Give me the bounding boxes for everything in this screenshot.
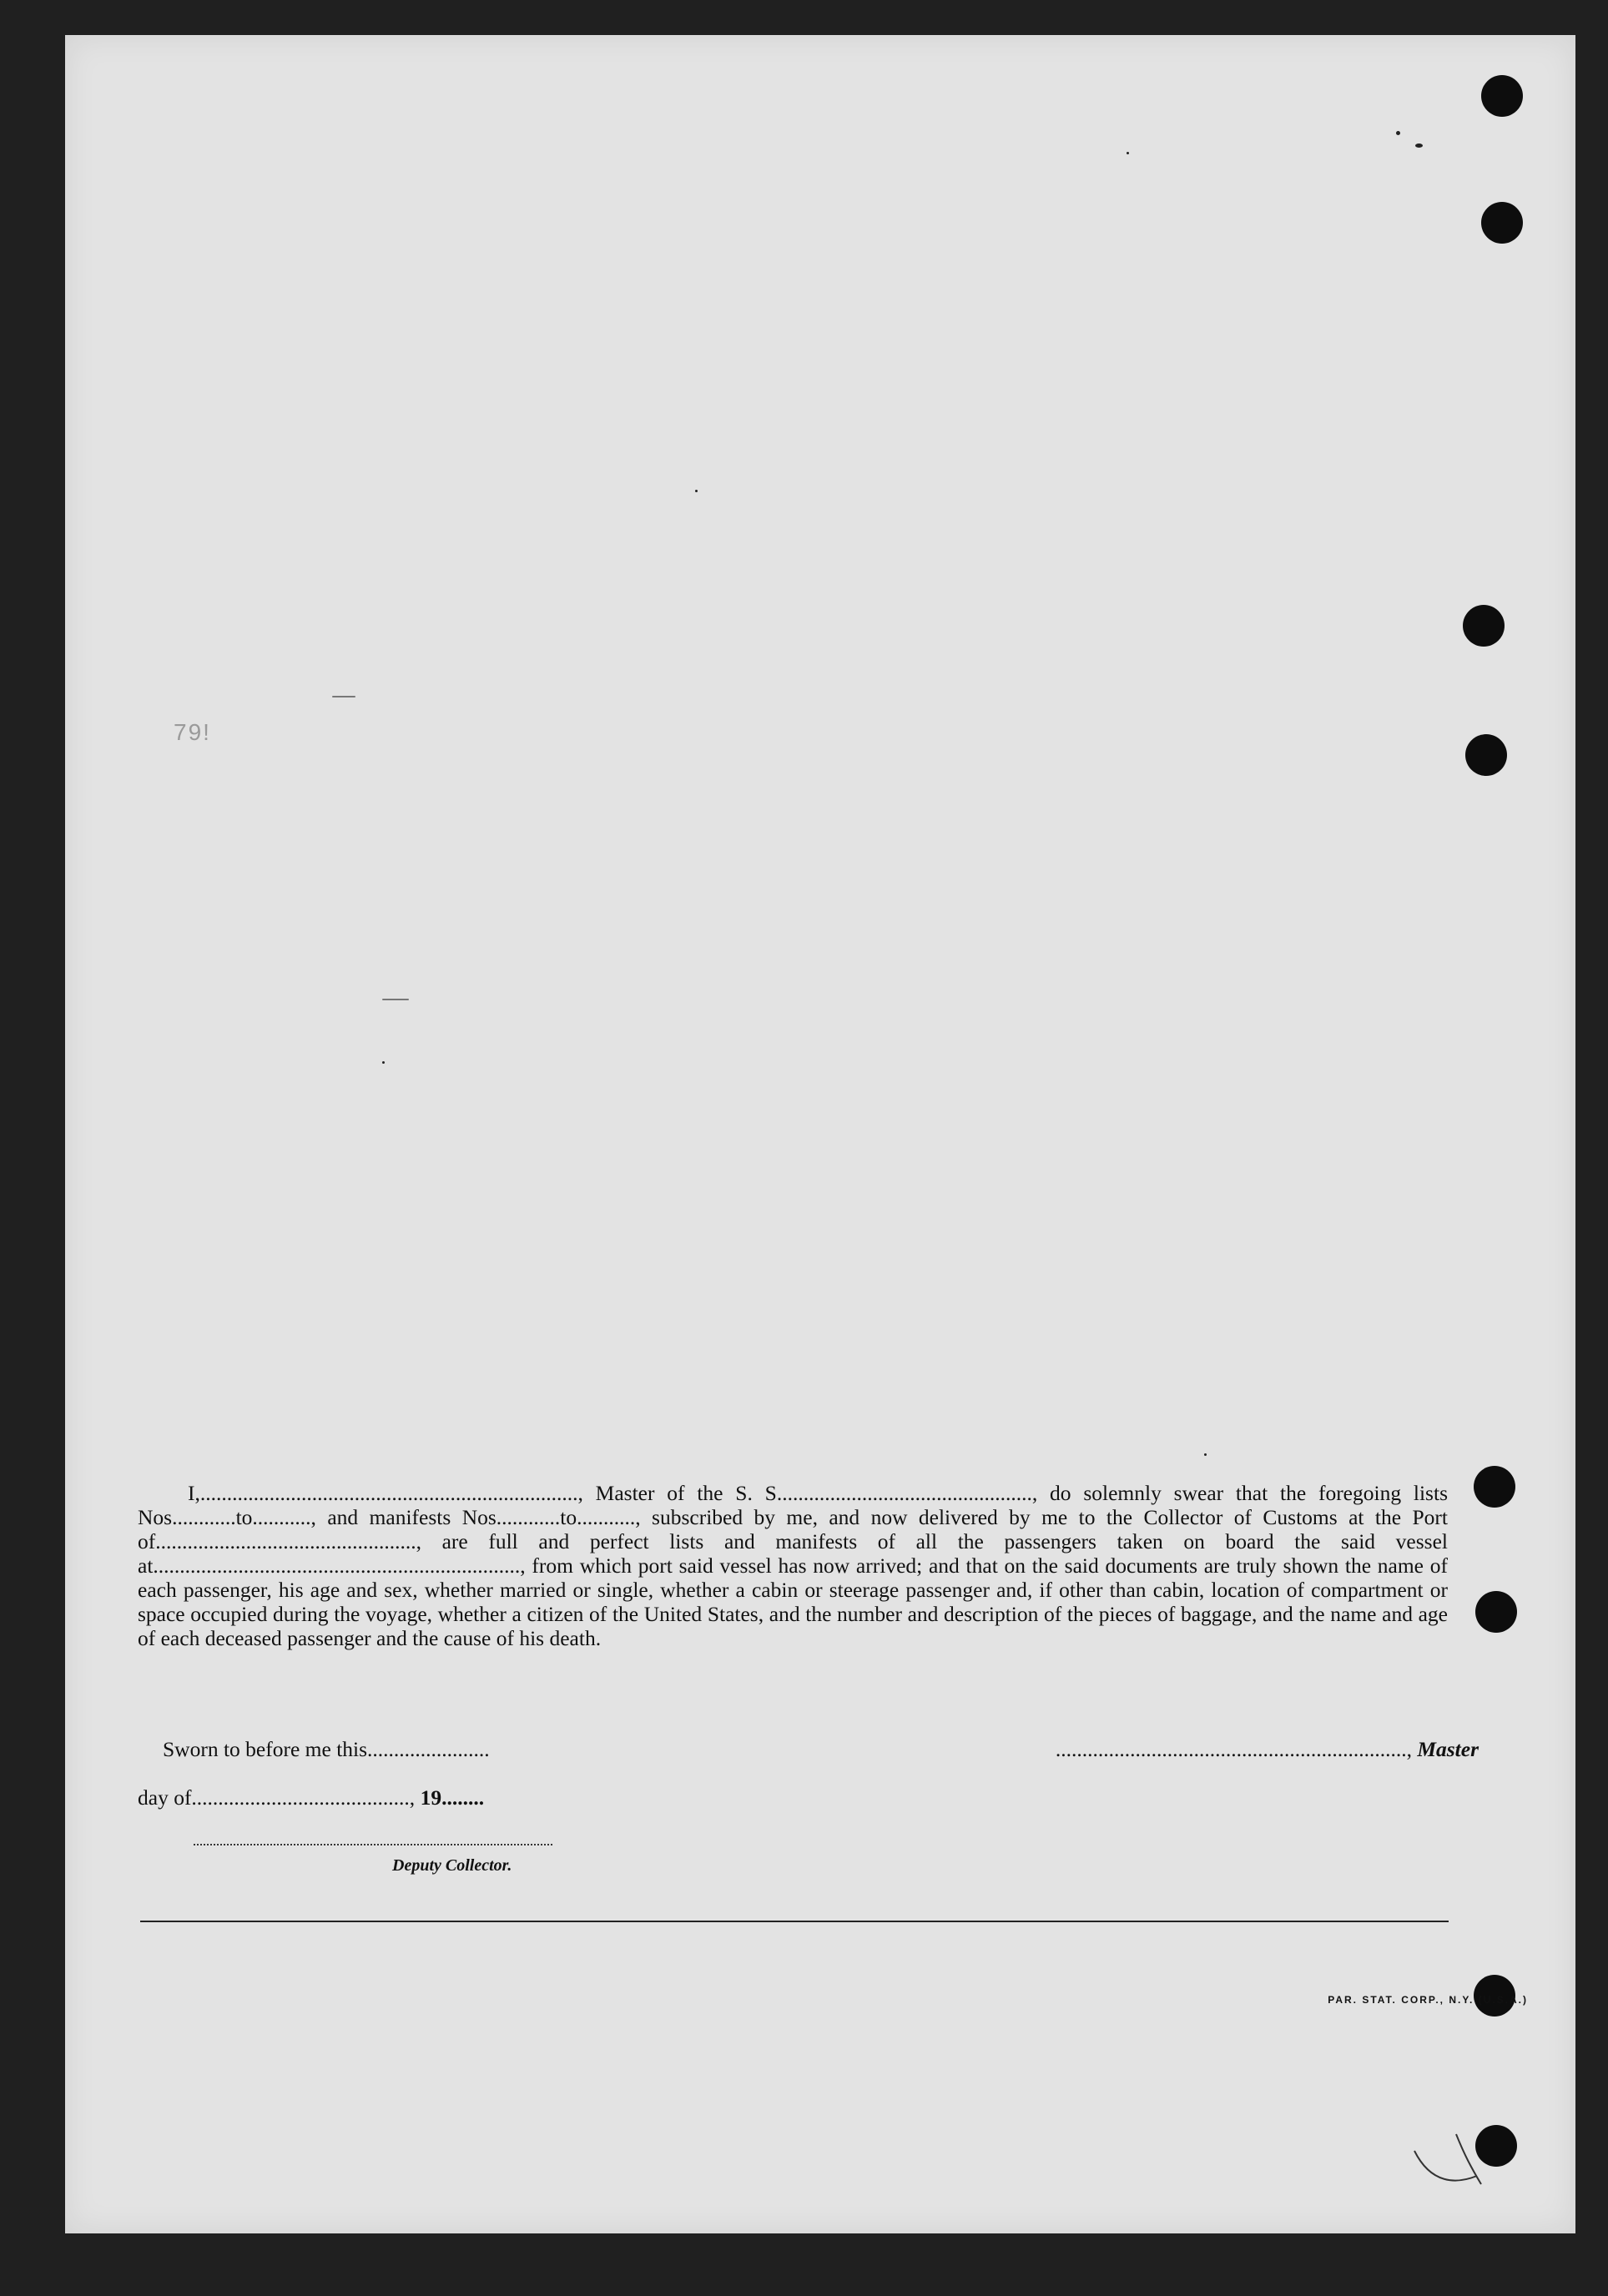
- scan-speck: [1204, 1453, 1207, 1456]
- master-signature-line: [1056, 1737, 1479, 1762]
- punch-hole: [1481, 202, 1523, 244]
- day-of-text: day of.........................................,: [138, 1785, 416, 1810]
- punch-hole: [1481, 75, 1523, 117]
- deputy-signature-line: [194, 1844, 552, 1845]
- master-signature-dots: ..................................................................,: [1055, 1737, 1412, 1761]
- pencil-mark-icon: [1406, 2117, 1490, 2193]
- deputy-collector-label: Deputy Collector.: [392, 1856, 512, 1875]
- oath-text: I,......................................................................., Master of the S. S................................................, do solemnly swear that the foregoing lists Nos............to..........., and manifests Nos............to..........., subscribed by me, and now delivered by me to the Collector of Customs at the Port of................................................., are full and perfect lists and manifests of all the passengers taken on board the said vessel at....................................................................., from which port said vessel has now arrived; and that on the said documents are truly shown the name of each passenger, his age and sex, whether married or single, whether a cabin or steerage passenger and, if other than cabin, location of compartment or space occupied during the voyage, whether a citizen of the United States, and the number and description of the pieces of baggage, and the name and age of each deceased passenger and the cause of his death.: [138, 1481, 1448, 1650]
- scan-speck: [332, 696, 355, 697]
- punch-hole: [1475, 1591, 1517, 1633]
- manifest-page: [65, 35, 1575, 2233]
- punch-hole: [1463, 605, 1505, 647]
- scan-speck: [1396, 131, 1400, 135]
- scan-speck: [382, 999, 409, 1000]
- scan-speck: [1127, 152, 1129, 154]
- sworn-before-line: Sworn to before me this.......................: [163, 1737, 490, 1761]
- scan-speck: [695, 490, 698, 492]
- master-oath-paragraph: [138, 1481, 1448, 1650]
- punch-hole: [1474, 1466, 1515, 1508]
- faint-stamp-number: 79!: [174, 719, 211, 745]
- year-text: 19........: [420, 1785, 485, 1810]
- horizontal-rule: [140, 1921, 1449, 1922]
- printer-imprint: PAR. STAT. CORP., N.Y. (U.S.A.): [1328, 1994, 1528, 2006]
- scan-speck: [1415, 144, 1423, 148]
- punch-hole: [1465, 734, 1507, 776]
- day-of-line: [138, 1785, 484, 1810]
- scan-speck: [382, 1061, 385, 1064]
- master-label: Master: [1417, 1737, 1479, 1761]
